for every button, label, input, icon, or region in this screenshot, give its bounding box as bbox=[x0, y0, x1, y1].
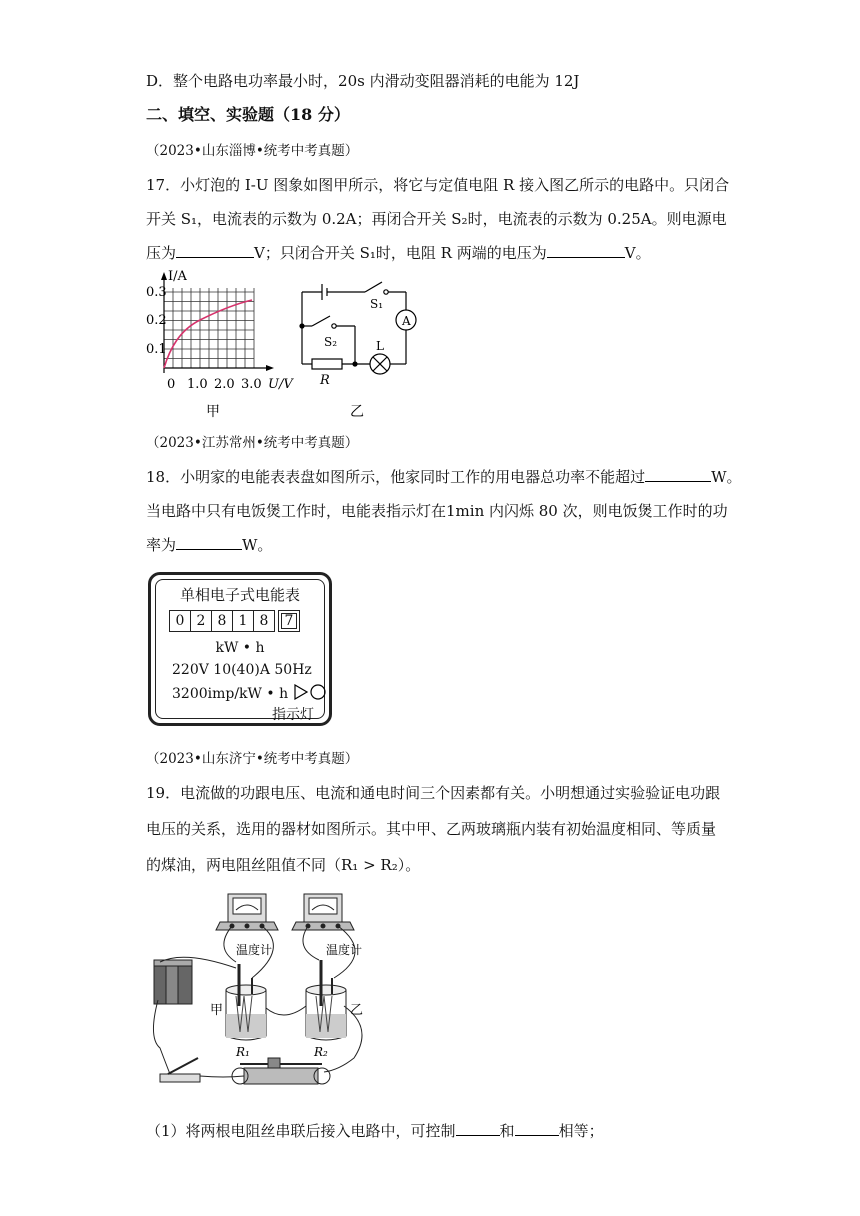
voltmeter-1 bbox=[216, 894, 278, 930]
r2-label: R₂ bbox=[314, 1045, 328, 1059]
q18-line3-b: W。 bbox=[242, 536, 273, 554]
resistor-label: R bbox=[320, 373, 330, 388]
q17-line3-c: V。 bbox=[624, 244, 651, 262]
meter-imp-text: 3200imp/kW • h bbox=[172, 686, 289, 702]
q17-figures bbox=[140, 268, 440, 428]
meter-inner-frame bbox=[155, 579, 325, 723]
jar2-label: 乙 bbox=[350, 1003, 364, 1018]
xtick-1: 1.0 bbox=[187, 377, 208, 392]
q17-source: （2023•山东淄博•统考中考真题） bbox=[146, 143, 359, 159]
section-title: 二、填空、实验题（18 分） bbox=[146, 105, 350, 124]
s2-label: S₂ bbox=[324, 335, 338, 349]
q17-answer-blank-1[interactable] bbox=[176, 243, 254, 258]
meter-digit: 8 bbox=[211, 610, 233, 632]
q19-line2: 电压的关系，选用的器材如图所示。其中甲、乙两玻璃瓶内装有初始温度相同、等质量 bbox=[146, 820, 717, 838]
q18-line2: 当电路中只有电饭煲工作时，电能表指示灯在1min 内闪烁 80 次，则电饭煲工作时的功 bbox=[146, 502, 728, 520]
lamp-label: L bbox=[376, 339, 384, 353]
q17-line3 bbox=[146, 242, 651, 264]
meter-digit: 2 bbox=[190, 610, 212, 632]
xtick-2: 2.0 bbox=[214, 377, 235, 392]
q18-source: （2023•江苏常州•统考中考真题） bbox=[146, 435, 359, 451]
ytick-0.2: 0.2 bbox=[146, 313, 167, 328]
electricity-meter bbox=[148, 572, 332, 726]
jar-1 bbox=[226, 964, 266, 1040]
q19-line1: 19．电流做的功跟电压、电流和通电时间三个因素都有关。小明想通过实验验证电功跟 bbox=[146, 784, 721, 802]
iu-graph bbox=[146, 269, 294, 420]
meter-digit: 1 bbox=[232, 610, 254, 632]
iu-curve bbox=[164, 300, 252, 368]
meter-imp bbox=[172, 684, 327, 702]
q19-apparatus bbox=[144, 888, 394, 1100]
q17-line2: 开关 S₁，电流表的示数为 0.2A；再闭合开关 S₂时，电流表的示数为 0.25A。则电源电 bbox=[146, 210, 727, 228]
q19-sub1 bbox=[146, 1120, 604, 1142]
ytick-0.3: 0.3 bbox=[146, 285, 167, 300]
q19-answer-blank-1[interactable] bbox=[456, 1121, 500, 1136]
xtick-3: 3.0 bbox=[241, 377, 262, 392]
meter-digit: 8 bbox=[253, 610, 275, 632]
meter-digit-decimal: 7 bbox=[278, 610, 300, 632]
q17-line3-a: 压为 bbox=[146, 244, 177, 262]
meter-title: 单相电子式电能表 bbox=[179, 586, 300, 604]
xtick-0: 0 bbox=[167, 377, 176, 392]
ammeter-label: A bbox=[402, 314, 411, 328]
rheostat bbox=[232, 1058, 330, 1084]
q19-sub1-c: 相等； bbox=[558, 1122, 604, 1140]
circuit-caption: 乙 bbox=[350, 404, 364, 420]
circuit-diagram bbox=[300, 282, 416, 374]
q18-line3 bbox=[146, 534, 272, 556]
q19-answer-blank-2[interactable] bbox=[515, 1121, 559, 1136]
meter-digit: 0 bbox=[169, 610, 191, 632]
voltmeter-2 bbox=[292, 894, 354, 930]
q19-sub1-b: 和 bbox=[499, 1122, 515, 1140]
q18-line3-a: 率为 bbox=[146, 536, 177, 554]
s1-label: S₁ bbox=[370, 297, 384, 311]
jar1-label: 甲 bbox=[210, 1003, 224, 1018]
q19-sub1-a: （1）将两根电阻丝串联后接入电路中，可控制 bbox=[146, 1122, 456, 1140]
q17-line1: 17．小灯泡的 I-U 图象如图甲所示，将它与定值电阻 R 接入图乙所示的电路中。只闭合 bbox=[146, 176, 730, 194]
meter-indicator-label: 指示灯 bbox=[272, 707, 314, 723]
ytick-0.1: 0.1 bbox=[146, 342, 167, 357]
q18-answer-blank-1[interactable] bbox=[645, 467, 711, 482]
graph-xlabel: U/V bbox=[268, 377, 293, 392]
indicator-light-icon bbox=[293, 684, 327, 700]
q17-line3-b: V；只闭合开关 S₁时，电阻 R 两端的电压为 bbox=[254, 244, 547, 262]
thermometer-label-2: 温度计 bbox=[326, 943, 363, 957]
thermometer-label-1: 温度计 bbox=[236, 943, 273, 957]
q17-answer-blank-2[interactable] bbox=[547, 243, 625, 258]
q18-line1-a: 18．小明家的电能表表盘如图所示，他家同时工作的用电器总功率不能超过 bbox=[146, 468, 646, 486]
q19-source: （2023•山东济宁•统考中考真题） bbox=[146, 751, 359, 767]
r1-label: R₁ bbox=[236, 1045, 250, 1059]
option-d: D．整个电路电功率最小时，20s 内滑动变阻器消耗的电能为 12J bbox=[146, 72, 580, 90]
q18-line1-b: W。 bbox=[711, 468, 742, 486]
meter-unit: kW • h bbox=[215, 640, 265, 656]
battery-pack bbox=[154, 960, 192, 1004]
graph-caption: 甲 bbox=[206, 404, 220, 420]
q19-line3: 的煤油，两电阻丝阻值不同（R₁ > R₂）。 bbox=[146, 856, 421, 874]
q18-answer-blank-2[interactable] bbox=[176, 535, 242, 550]
meter-spec: 220V 10(40)A 50Hz bbox=[172, 662, 312, 678]
jar-2 bbox=[306, 960, 346, 1040]
graph-ylabel: I/A bbox=[168, 269, 187, 284]
switch bbox=[160, 1058, 200, 1082]
meter-digits bbox=[170, 610, 300, 632]
q18-line1 bbox=[146, 466, 742, 488]
